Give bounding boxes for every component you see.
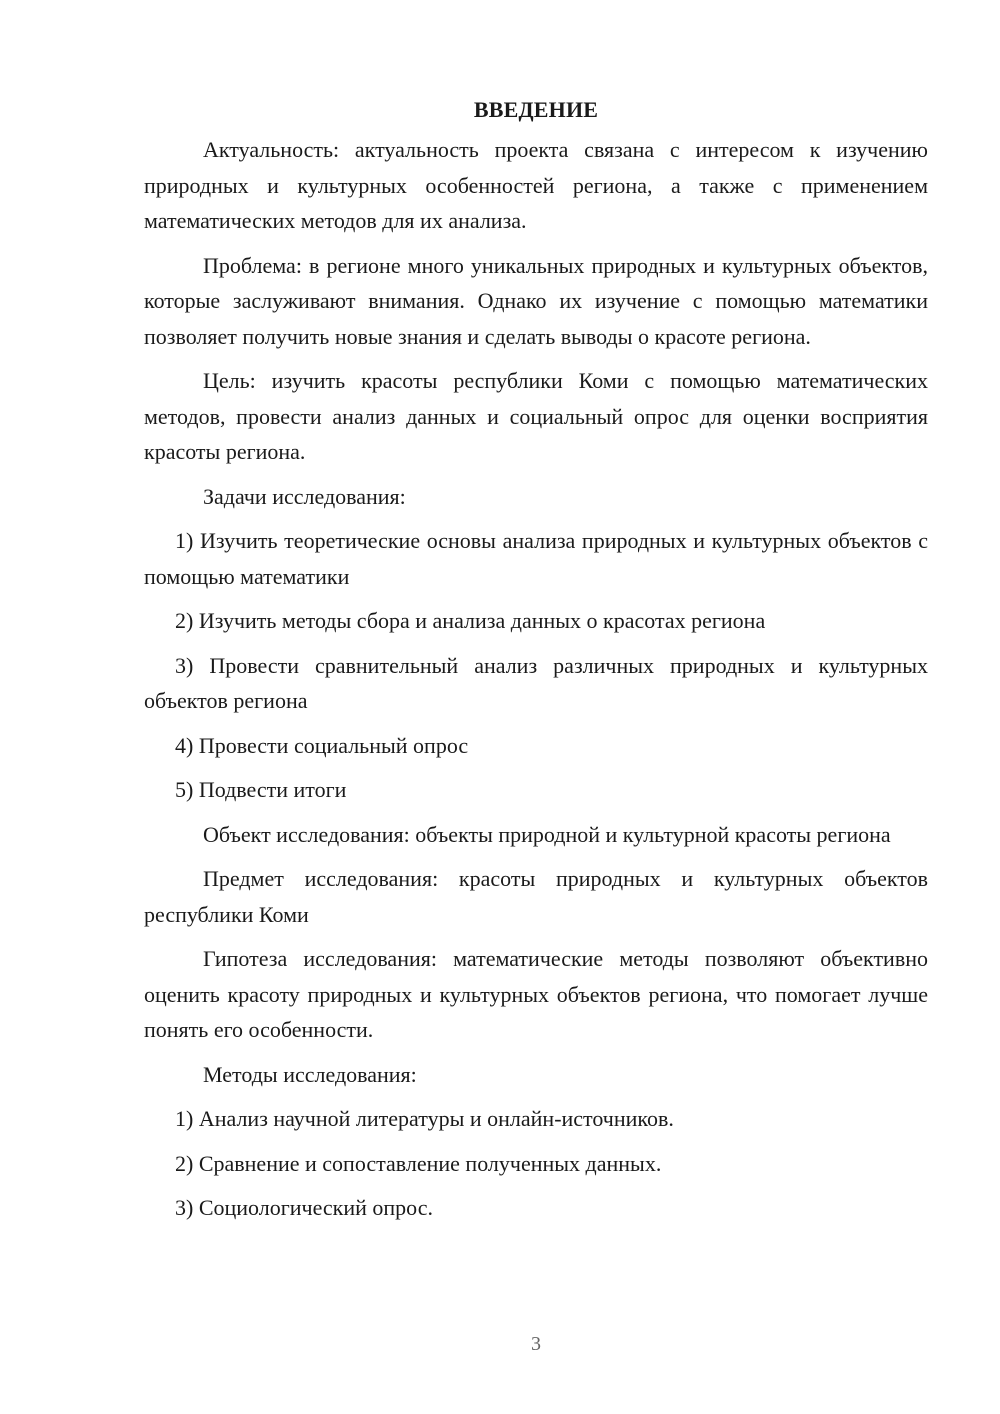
page-title: ВВЕДЕНИЕ: [473, 97, 599, 122]
task-item: 3) Провести сравнительный анализ различных природных и культурных объектов региона: [144, 652, 928, 713]
task-item: 4) Провести социальный опрос: [175, 732, 469, 758]
methods-heading: Методы исследования:: [203, 1061, 417, 1087]
document-page: [144, 92, 928, 1235]
method-item: 1) Анализ научной литературы и онлайн-источников.: [175, 1106, 674, 1131]
tasks-heading: Задачи исследования:: [203, 483, 406, 509]
task-item: 2) Изучить методы сбора и анализа данных о красотах региона: [175, 608, 766, 633]
goal-paragraph: Цель: изучить красоты республики Коми с помощью математических методов, провести анализ данных и социальный опрос для оценки восприятия красоты региона.: [144, 368, 928, 464]
page-number: 3: [531, 1333, 541, 1355]
method-item: 2) Сравнение и сопоставление полученных данных.: [175, 1150, 662, 1176]
hypothesis-paragraph: Гипотеза исследования: математические методы позволяют объективно оценить красоту природных и культурных объектов региона, что помогает лучше понять его особенности.: [144, 946, 928, 1042]
task-item: 1) Изучить теоретические основы анализа природных и культурных объектов с помощью математики: [144, 528, 928, 589]
relevance-paragraph: Актуальность: актуальность проекта связана с интересом к изучению природных и культурных особенностей региона, а также с применением математических методов для их анализа.: [144, 137, 928, 233]
object-paragraph: Объект исследования: объекты природной и культурной красоты региона: [203, 821, 891, 847]
task-item: 5) Подвести итоги: [175, 777, 347, 802]
problem-paragraph: Проблема: в регионе много уникальных природных и культурных объектов, которые заслуживают внимания. Однако их изучение с помощью математики позволяет получить новые знания и сделать выводы о красоте региона.: [144, 252, 928, 349]
method-item: 3) Социологический опрос.: [175, 1195, 433, 1220]
subject-paragraph: Предмет исследования: красоты природных и культурных объектов республики Коми: [144, 866, 928, 927]
